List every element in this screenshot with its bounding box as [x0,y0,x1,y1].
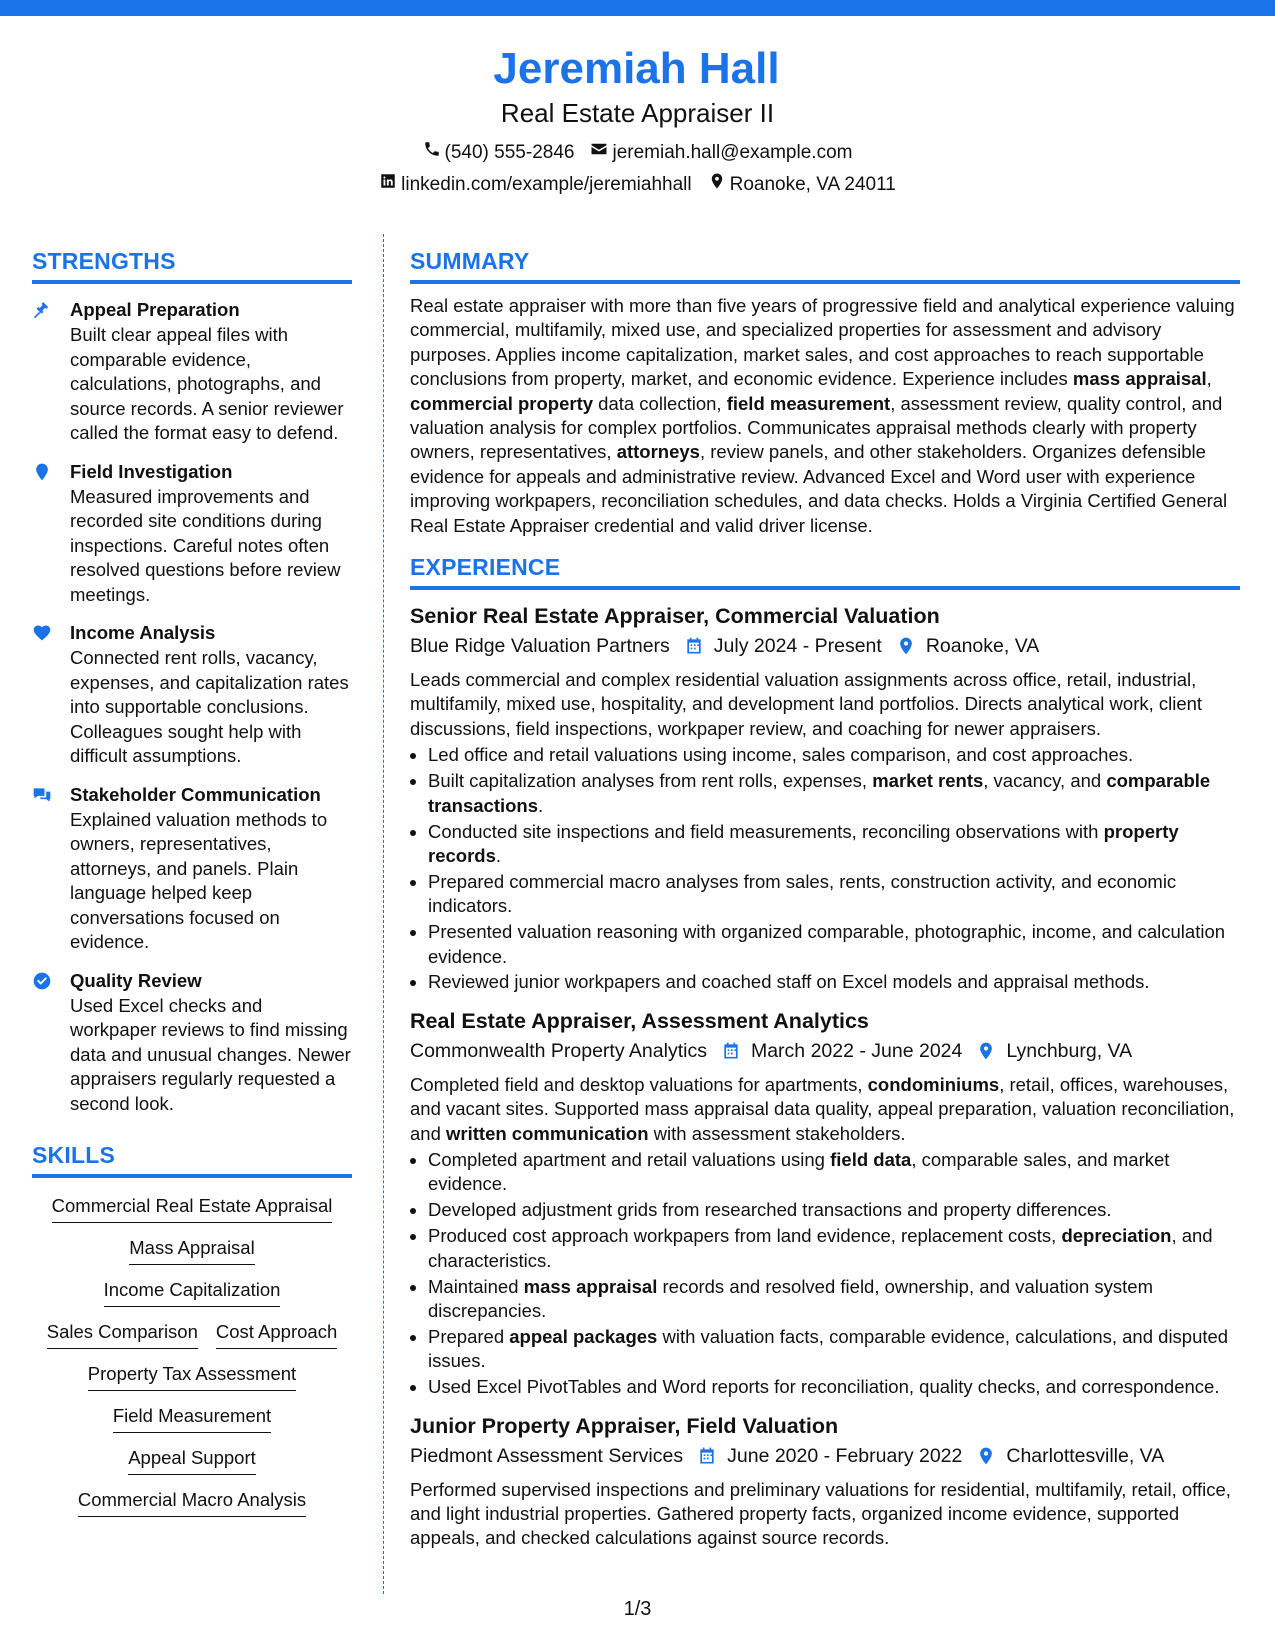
summary-heading: SUMMARY [410,248,530,274]
column-divider [383,234,384,1594]
bold-phrase: property records [428,820,1179,866]
email-contact[interactable] [590,140,852,165]
job-title: Senior Real Estate Appraiser, Commercial Valuation [410,604,940,629]
job-dates: March 2022 - June 2024 [750,1039,963,1062]
strengths-rule [32,280,352,284]
skill-tag: Field Measurement [113,1404,271,1433]
linkedin-icon [379,172,397,197]
top-accent-bar [0,0,1275,16]
job-bullet: • Built capitalization analyses from rent rolls, expenses, market rents, vacancy, and comparable transactions. [428,769,1240,818]
chat-bubbles-icon [32,792,52,809]
bold-phrase: written communication [446,1122,649,1144]
strength-name: Income Analysis [70,622,216,643]
skills-rule [32,1174,352,1178]
job-bullet: • Developed adjustment grids from researched transactions and property differences. [428,1198,1240,1222]
map-pin-icon [976,1446,996,1466]
strength-desc: Built clear appeal files with comparable evidence, calculations, photographs, and source records. A senior reviewer called the format easy to defend. [70,324,344,443]
job-title: Real Estate Appraiser, Assessment Analytics [410,1008,869,1033]
job-bullets [410,1148,1240,1400]
check-circle-icon [32,978,52,995]
strength-name: Quality Review [70,969,202,991]
skill-row [113,1404,271,1433]
job-bullet: • Maintained mass appraisal records and resolved field, ownership, and valuation system discrepancies. [428,1275,1240,1324]
phone-contact [423,140,575,165]
candidate-title: Real Estate Appraiser II [500,98,775,128]
strengths-section [32,246,352,1116]
skill-tag: Appeal Support [128,1446,256,1475]
bold-phrase: commercial property [410,392,594,414]
strength-item [32,298,352,446]
skill-row [78,1488,306,1517]
calendar-icon [684,636,704,656]
job-bullet: • Completed apartment and retail valuations using field data, comparable sales, and market evidence. [428,1148,1240,1197]
phone-text: (540) 555-2846 [444,141,575,163]
bold-phrase: field data [830,1149,912,1171]
skill-tag: Commercial Real Estate Appraisal [52,1194,333,1223]
job-company: Commonwealth Property Analytics [410,1039,707,1062]
job-entry [410,1007,1240,1400]
bold-phrase: depreciation [1061,1225,1172,1247]
job-bullet: • Produced cost approach workpapers from land evidence, replacement costs, depreciation, and characteristics. [428,1224,1240,1273]
skill-row [104,1278,281,1307]
job-bullet: • Prepared appeal packages with valuation facts, comparable evidence, calculations, and disputed issues. [428,1325,1240,1374]
location-text: Roanoke, VA 24011 [729,173,896,195]
calendar-icon [697,1446,717,1466]
skill-row [129,1236,254,1265]
skill-row [47,1320,338,1349]
map-pin-icon [32,469,52,486]
job-bullet: • Led office and retail valuations using income, sales comparison, and cost approaches. [428,743,1240,767]
job-meta [410,632,1240,660]
linkedin-text[interactable]: linkedin.com/example/jeremiahhall [401,173,692,195]
bold-phrase: attorneys [616,441,700,463]
strengths-list [32,298,352,1116]
envelope-icon [590,140,608,165]
skill-tag: Income Capitalization [104,1278,281,1307]
skills-list [32,1188,352,1517]
candidate-name: Jeremiah Hall [493,44,780,93]
job-location: Roanoke, VA [925,635,1040,658]
strength-item [32,621,352,769]
strength-desc: Used Excel checks and workpaper reviews to find missing data and unusual changes. Newer appraisers regularly requested a second look. [70,994,351,1114]
gavel-icon [32,307,52,324]
linkedin-contact[interactable] [379,172,691,197]
contact-row-1 [0,140,1275,165]
job-entry [410,602,1240,995]
strength-item [32,460,352,608]
experience-section [410,552,1240,1551]
experience-heading: EXPERIENCE [410,554,561,581]
left-column [32,246,352,1517]
job-description: Leads commercial and complex residential valuation assignments across office, retail, industrial, multifamily, mixed use, hospitality, and development land portfolios. Directs analytical work, client discussions, field inspections, workpaper review, and coaching for newer appraisers. [410,669,1203,739]
job-dates: June 2020 - February 2022 [727,1444,963,1467]
experience-rule [410,586,1240,590]
map-pin-icon [976,1041,996,1061]
bold-phrase: appeal packages [509,1325,658,1347]
skill-row [128,1446,256,1475]
job-title: Junior Property Appraiser, Field Valuation [410,1413,839,1438]
job-location: Charlottesville, VA [1006,1444,1165,1467]
job-bullet: • Used Excel PivotTables and Word reports for reconciliation, quality checks, and correspondence. [428,1375,1240,1399]
strength-name: Stakeholder Communication [70,783,321,805]
job-dates: July 2024 - Present [713,635,882,658]
strength-name: Appeal Preparation [70,299,240,320]
map-pin-icon [896,636,916,656]
skill-tag: Commercial Macro Analysis [78,1488,306,1517]
map-pin-icon [708,172,726,197]
job-meta [410,1037,1240,1065]
job-location: Lynchburg, VA [1006,1039,1133,1062]
job-entry [410,1412,1240,1551]
job-bullet: • Presented valuation reasoning with organized comparable, photographic, income, and calculation evidence. [428,920,1240,969]
strength-desc: Connected rent rolls, vacancy, expenses, and capitalization rates into supportable conclusions. Colleagues sought help with difficult assumptions. [70,647,349,766]
skill-row [88,1362,296,1391]
strength-item [32,783,352,955]
bold-phrase: mass appraisal [523,1275,658,1297]
calendar-icon [721,1041,741,1061]
job-bullet: • Conducted site inspections and field measurements, reconciling observations with property records. [428,820,1240,869]
location-contact [708,172,896,197]
job-bullets [410,743,1240,995]
bold-phrase: mass appraisal [1072,368,1207,390]
page-number: 1/3 [623,1598,652,1620]
skill-tag: Mass Appraisal [129,1236,254,1265]
job-description: Completed field and desktop valuations for apartments, condominiums, retail, offices, warehouses, and vacant sites. Supported mass appraisal data quality, appeal preparation, valuation reconciliation, and written communication with assessment stakeholders. [410,1073,1235,1144]
skill-tag: Property Tax Assessment [88,1362,296,1391]
summary-rule [410,280,1240,284]
strength-desc: Explained valuation methods to owners, representatives, attorneys, and panels. Plain language helped keep conversations focused on evidence. [70,808,328,952]
summary-section [410,246,1240,538]
resume-header [0,40,1275,197]
strength-desc: Measured improvements and recorded site conditions during inspections. Careful notes often resolved questions before review meetings. [70,485,341,605]
heart-icon [32,630,52,647]
strength-name: Field Investigation [70,460,233,482]
job-description: Performed supervised inspections and preliminary valuations for residential, multifamily, retail, office, and light industrial properties. Gathered property facts, organized income evidence, supported appeals, and checked calculations against source records. [410,1478,1231,1549]
skill-tag: Sales Comparison [47,1320,198,1349]
email-text[interactable]: jeremiah.hall@example.com [612,141,853,163]
bold-phrase: comparable transactions [428,770,1211,816]
strength-item [32,969,352,1117]
skill-row [52,1194,333,1223]
bold-phrase: field measurement [726,392,891,414]
bold-phrase: condominiums [867,1073,1000,1095]
job-bullet: • Reviewed junior workpapers and coached staff on Excel models and appraisal methods. [428,970,1240,994]
skill-tag: Cost Approach [216,1320,337,1349]
strengths-heading: STRENGTHS [32,248,176,274]
job-meta [410,1442,1240,1470]
bold-phrase: market rents [872,770,984,792]
phone-icon [423,140,441,165]
contact-row-2 [0,172,1275,197]
job-bullet: • Prepared commercial macro analyses from sales, rents, construction activity, and economic indicators. [428,870,1240,919]
job-company: Blue Ridge Valuation Partners [410,635,670,658]
skills-heading: SKILLS [32,1142,115,1168]
job-company: Piedmont Assessment Services [410,1444,684,1467]
skills-section [32,1140,352,1517]
right-column [410,246,1240,1551]
summary-text: Real estate appraiser with more than five years of progressive field and analytical experience valuing commercial, multifamily, mixed use, and specialized properties for assessment and advisory purposes. Applies income capitalization, market sales, and cost approaches to reach supportable conclusions from property, market, and economic evidence. Experience includes mass appraisal, commercial property data collection, field measurement, assessment review, quality control, and valuation analysis for complex portfolios. Communicates appraisal methods clearly with property owners, representatives, attorneys, review panels, and other stakeholders. Organizes defensible evidence for appeals and administrative review. Advanced Excel and Word user with experience improving workpapers, reconciliation schedules, and data checks. Holds a Virginia Certified General Real Estate Appraiser credential and valid driver license. [410,295,1235,536]
